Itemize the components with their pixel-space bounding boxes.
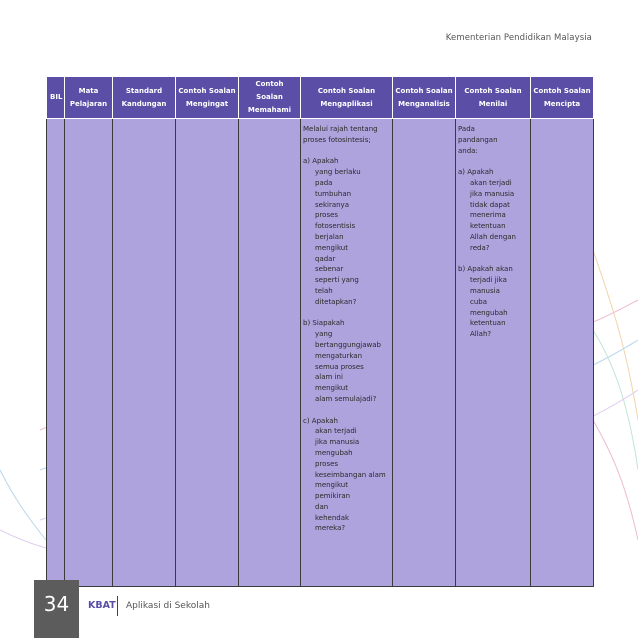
footer-brand: KBAT [88, 600, 116, 611]
cell-bil [47, 119, 65, 587]
header-mencipta: Contoh Soalan Mencipta [531, 77, 594, 119]
footer-divider [117, 596, 118, 616]
cell-menilai [456, 119, 531, 587]
header-bil: BIL [47, 77, 65, 119]
cell-mengingat [176, 119, 239, 587]
header-mengingat: Contoh Soalan Mengingat [176, 77, 239, 119]
header-menganalisis: Contoh Soalan Menganalisis [393, 77, 456, 119]
header-mata-pelajaran: Mata Pelajaran [65, 77, 113, 119]
cell-mencipta [531, 119, 594, 587]
menilai-question-a: a) Apakah akan terjadi jika manusia tidak dapat menerima ketentuan Allah dengan reda? [458, 168, 516, 252]
mengaplikasi-question-c: c) Apakah akan terjadi jika manusia mengubah proses keseimbangan alam mengikut pemikiran dan kehendak mereka? [303, 416, 386, 533]
cell-menganalisis [393, 119, 456, 587]
kbat-question-table [46, 76, 594, 587]
cell-standard-kandungan [113, 119, 176, 587]
table-row [47, 119, 594, 587]
cell-mengaplikasi [301, 119, 393, 587]
page-number: 34 [34, 580, 79, 638]
cell-memahami [239, 119, 301, 587]
header-menilai: Contoh Soalan Menilai [456, 77, 531, 119]
cell-mata-pelajaran [65, 119, 113, 587]
mengaplikasi-question-b: b) Siapakah yang bertanggungjawab mengaturkan semua proses alam ini mengikut alam semulajadi? [303, 319, 381, 403]
header-standard-kandungan: Standard Kandungan [113, 77, 176, 119]
mengaplikasi-question-a: a) Apakah yang berlaku pada tumbuhan sekiranya proses fotosentisis berjalan mengikut qadar sebenar seperti yang telah ditetapkan? [303, 157, 361, 306]
table-header-row [47, 77, 594, 119]
menilai-question-b: b) Apakah akan terjadi jika manusia cuba mengubah ketentuan Allah? [458, 265, 513, 339]
header-memahami: Contoh Soalan Memahami [239, 77, 301, 119]
mengaplikasi-intro: Melalui rajah tentang proses fotosintesis; [303, 125, 378, 144]
footer-subtitle: Aplikasi di Sekolah [126, 601, 210, 611]
menilai-intro: Pada pandangan anda: [458, 125, 498, 155]
ministry-header: Kementerian Pendidikan Malaysia [445, 33, 592, 43]
header-mengaplikasi: Contoh Soalan Mengaplikasi [301, 77, 393, 119]
